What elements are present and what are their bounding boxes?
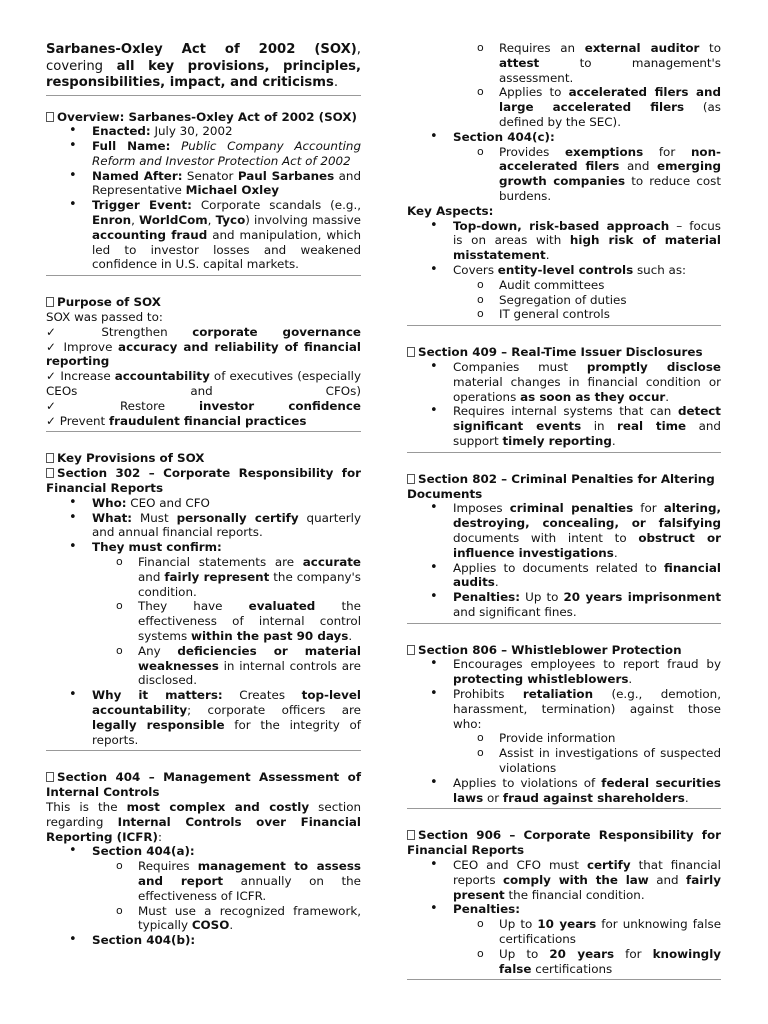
purpose-intro: SOX was passed to: [46,310,163,325]
list-item: • Section 404(b): [46,933,361,948]
key-aspects-label: Key Aspects: [407,203,494,218]
sub-list-item: o Up to 10 years for unknowing false certifications [453,917,721,947]
section-404b-list [407,41,721,130]
divider [407,979,721,980]
section-802-list [407,501,721,619]
section-906-list [407,858,721,976]
document-title: Sarbanes-Oxley Act of 2002 (SOX), covering all key provisions, principles, responsibilities, impact, and criticisms. [46,42,362,90]
sub-list-item: o Financial statements are accurate and fairly represent the company's condition. [92,555,361,599]
section-404-heading: Section 404 – Management Assessment of Internal Controls [46,770,361,800]
list-item: • Prohibits retaliation (e.g., demotion, harassment, termination) against those who: o Provide information o Assist in investigations of suspected violations [407,687,721,776]
overview-list [46,124,361,272]
provisions-heading: Key Provisions of SOX [46,451,361,466]
section-404-intro: This is the most complex and costly section regarding Internal Controls over Financial Reporting (ICFR): [46,799,362,844]
section-806-heading: Section 806 – Whistleblower Protection [407,643,721,658]
emoji-placeholder-icon [46,112,54,122]
list-item: • Applies to violations of federal securities laws or fraud against shareholders. [407,776,721,806]
sub-list-item: o Provides exemptions for non-accelerated filers and emerging growth companies to reduce cost burdens. [453,145,721,204]
section-302-heading: Section 302 – Corporate Responsibility for Financial Reports [46,466,361,496]
emoji-placeholder-icon [407,347,415,357]
emoji-placeholder-icon [407,645,415,655]
section-802-heading: Section 802 – Criminal Penalties for Altering Documents [407,471,715,501]
list-item: • Applies to documents related to financial audits. [407,561,721,591]
sub-list-item: o Must use a recognized framework, typically COSO. [92,904,361,934]
list-item: • Trigger Event: Corporate scandals (e.g., Enron, WorldCom, Tyco) involving massive accounting fraud and manipulation, which led to investor losses and weakened confidence in U.S. capital markets. [46,198,361,272]
sub-list-item: o Requires an external auditor to attest to management's assessment. [407,41,721,85]
purpose-item: ✓ Increase accountability of executives (especially CEOs and CFOs) [46,369,361,399]
purpose-item: ✓ Improve accuracy and reliability of financial reporting [46,339,361,369]
list-item: • Penalties: o Up to 10 years for unknowing false certifications o Up to 20 years for knowingly false certifications [407,902,721,976]
check-icon: ✓ [46,413,56,428]
list-item: • They must confirm: o Financial statements are accurate and fairly represent the company's condition. o They have evaluated the effectiveness of internal control systems within the past 90 days. o Any deficiencies or material weaknesses in internal controls are disclosed. [46,540,361,688]
list-item: • Covers entity-level controls such as: o Audit committees o Segregation of duties o IT general controls [407,263,721,322]
emoji-placeholder-icon [407,830,415,840]
sub-list-item: o They have evaluated the effectiveness of internal control systems within the past 90 days. [92,599,361,643]
sub-list-item: o Audit committees [453,278,721,293]
key-aspects-list [407,219,721,323]
list-item: • Requires internal systems that can detect significant events in real time and support timely reporting. [407,404,721,448]
list-item: • CEO and CFO must certify that financial reports comply with the law and fairly present the financial condition. [407,858,721,902]
section-409-heading: Section 409 – Real-Time Issuer Disclosures [407,345,721,360]
list-item: • What: Must personally certify quarterly and annual financial reports. [46,511,361,541]
list-item: • Who: CEO and CFO [46,496,361,511]
sub-list-item: o Requires management to assess and report annually on the effectiveness of ICFR. [92,859,361,903]
emoji-placeholder-icon [46,772,54,782]
section-409-list [407,360,721,449]
check-icon: ✓ [46,339,58,354]
sub-list-item: o Assist in investigations of suspected violations [453,746,721,776]
sub-list-item: o Applies to accelerated filers and large accelerated filers (as defined by the SEC). [407,85,721,129]
check-icon: ✓ [46,369,57,384]
list-item: • Full Name: Public Company Accounting Reform and Investor Protection Act of 2002 [46,139,361,169]
emoji-placeholder-icon [46,468,54,478]
purpose-heading: Purpose of SOX [46,295,361,310]
overview-heading: Overview: Sarbanes-Oxley Act of 2002 (SOX) [46,110,361,125]
sub-list-item: o Segregation of duties [453,293,721,308]
right-column [407,41,721,980]
list-item: • Companies must promptly disclose material changes in financial condition or operations as soon as they occur. [407,360,721,404]
purpose-item: ✓ Restore investor confidence [46,398,361,413]
check-icon: ✓ [46,324,77,339]
section-906-heading: Section 906 – Corporate Responsibility for Financial Reports [407,828,721,858]
section-404-list [46,844,361,948]
check-icon: ✓ [46,398,87,413]
emoji-placeholder-icon [46,453,54,463]
purpose-item: ✓ Prevent fraudulent financial practices [46,413,307,428]
left-column [46,38,361,948]
list-item: • Enacted: July 30, 2002 [46,124,361,139]
sub-list-item: o Provide information [453,731,721,746]
purpose-item: ✓ Strengthen corporate governance [46,324,361,339]
sub-list-item: o IT general controls [453,307,721,322]
list-item: • Penalties: Up to 20 years imprisonment and significant fines. [407,590,721,620]
list-item: • Named After: Senator Paul Sarbanes and Representative Michael Oxley [46,169,361,199]
list-item: • Why it matters: Creates top-level accountability; corporate officers are legally responsible for the integrity of reports. [46,688,361,747]
section-302-list [46,496,361,748]
list-item: • Encourages employees to report fraud by protecting whistleblowers. [407,657,721,687]
sub-list-item: o Any deficiencies or material weaknesses in internal controls are disclosed. [92,644,361,688]
list-item: • Top-down, risk-based approach – focus is on areas with high risk of material misstatement. [407,219,721,263]
list-item: • Section 404(a): o Requires management to assess and report annually on the effectiveness of ICFR. o Must use a recognized framework, typically COSO. [46,844,361,933]
emoji-placeholder-icon [407,474,415,484]
section-404c-list [407,130,721,204]
section-806-list [407,657,721,805]
list-item: • Imposes criminal penalties for altering, destroying, concealing, or falsifying documents with intent to obstruct or influence investigations. [407,501,721,560]
sub-list-item: o Up to 20 years for knowingly false certifications [453,947,721,977]
emoji-placeholder-icon [46,297,54,307]
list-item: • Section 404(c): o Provides exemptions for non-accelerated filers and emerging growth companies to reduce cost burdens. [407,130,721,204]
